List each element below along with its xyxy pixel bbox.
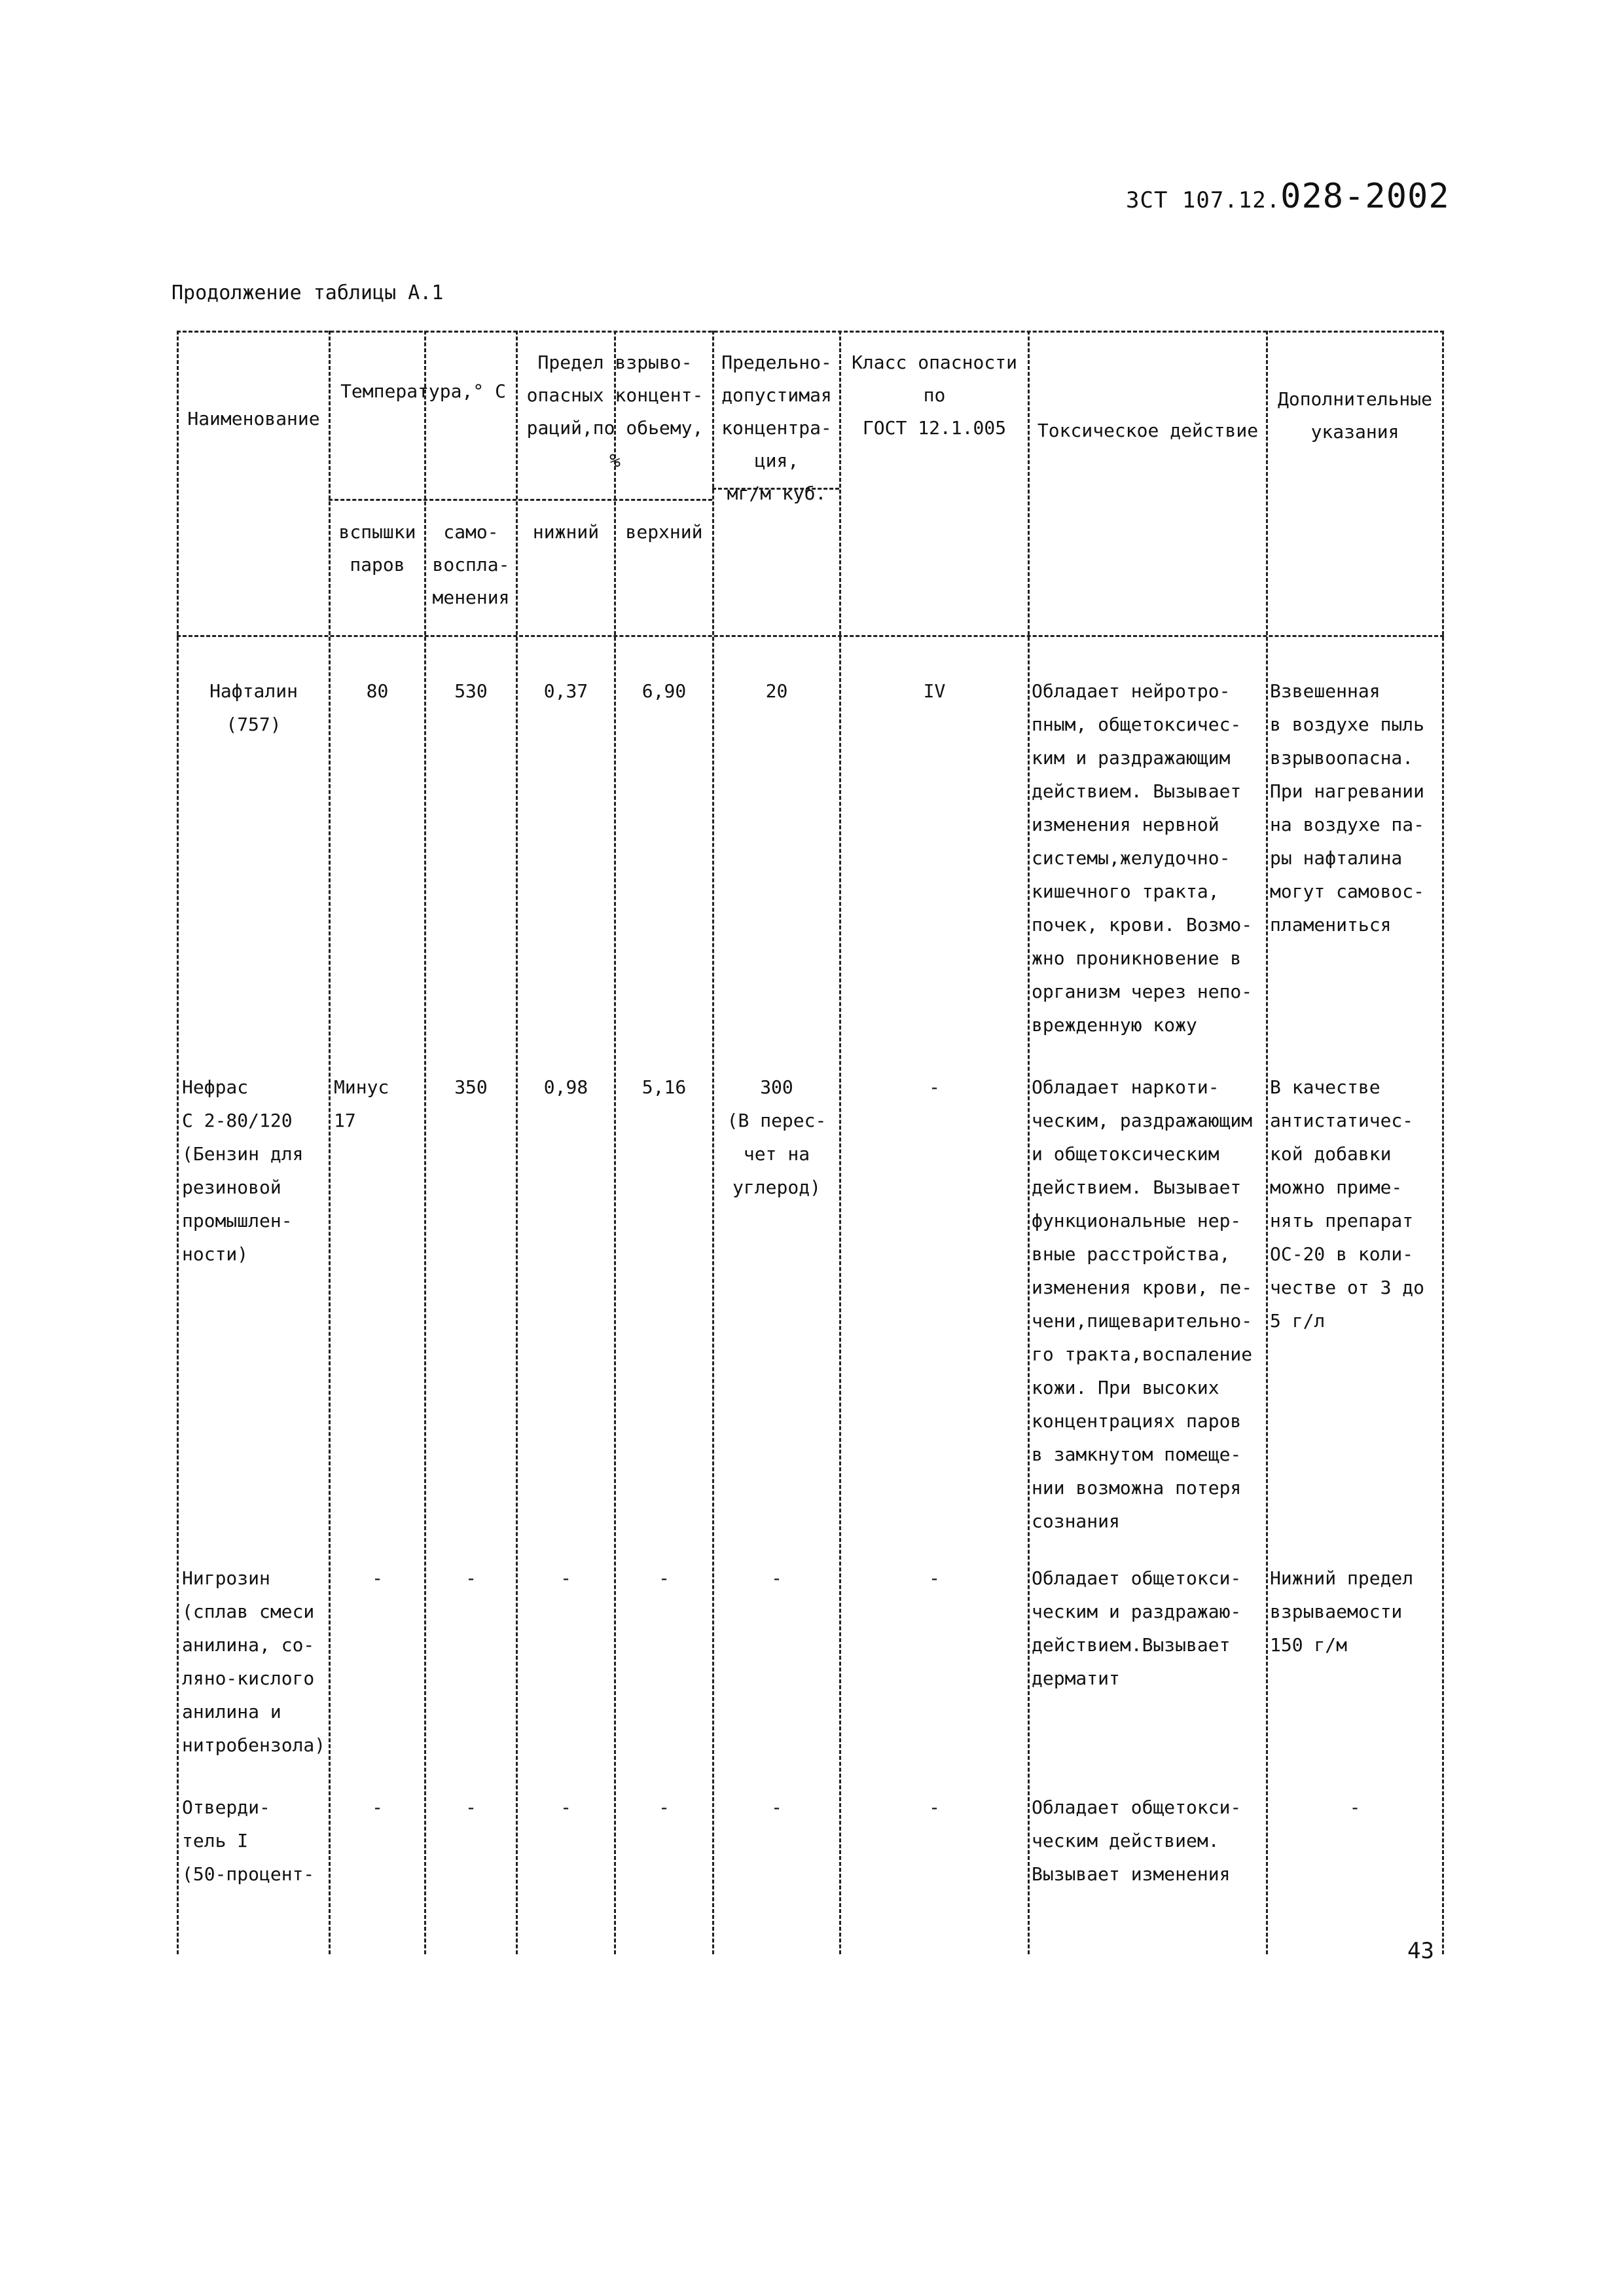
header-temp-flash: вспышки паров xyxy=(338,521,416,575)
row2-notes: В качестве антистатичес- кой добавки можно приме- нять препарат ОС-20 в коли- честве от 3 до 5 г/л xyxy=(1270,1076,1425,1332)
column-border xyxy=(1266,331,1268,1954)
row4-upper: - xyxy=(659,1796,670,1818)
row4-toxic-effect: Обладает общетокси- ческим действием. Вызывает изменения xyxy=(1032,1796,1242,1885)
row1-toxic-effect: Обладает нейротро- пным, общетоксичес- ким и раздражающим действием. Вызывает изменения нервной системы,желудочно- кишечного тракта, почек, крови. Возмо- жно проникновение в организм через непо- врежденную кожу xyxy=(1032,680,1253,1036)
row4-flash: - xyxy=(372,1796,383,1818)
row1-hazard-class: IV xyxy=(923,680,946,702)
row2-name: Нефрас С 2-80/120 (Бензин для резиновой промышлен- ности) xyxy=(182,1076,304,1265)
row3-notes: Нижний предел взрываемости 150 г/м xyxy=(1270,1567,1414,1656)
row2-toxic-effect: Обладает наркоти- ческим, раздражающим и общетоксическим действием. Вызывает функциональные нер- вные расстройства, изменения крови, пе- чени,пищеварительно- го тракта,воспаление кожи. При высоких концентрациях паров в замкнутом помеще- нии возможна потеря сознания xyxy=(1032,1076,1253,1532)
header-toxic-effect: Токсическое действие xyxy=(1037,420,1259,441)
hazard-table xyxy=(177,331,1444,1954)
row3-upper: - xyxy=(659,1567,670,1589)
column-border xyxy=(614,331,616,1954)
document-code-prefix: ЗСТ 107.12. xyxy=(1126,187,1281,213)
header-temperature: Температура,° С xyxy=(340,380,506,402)
row3-lower: - xyxy=(560,1567,571,1589)
row3-name: Нигрозин (сплав смеси анилина, со- ляно-кислого анилина и нитробензола) xyxy=(182,1567,326,1756)
table-top-border xyxy=(177,331,1444,333)
row2-upper: 5,16 xyxy=(641,1076,687,1098)
row3-flash: - xyxy=(372,1567,383,1589)
table-continuation-title: Продолжение таблицы А.1 xyxy=(171,282,444,304)
header-explosion-limit: Предел взрыво- опасных концент- раций,по обьему, % xyxy=(526,352,704,471)
column-border xyxy=(1028,331,1030,1954)
row1-autoignition: 530 xyxy=(454,680,488,702)
header-additional-notes: Дополнительные указания xyxy=(1277,388,1432,443)
row4-mac: - xyxy=(771,1796,782,1818)
header-upper-limit: верхний xyxy=(625,521,703,543)
page-number: 43 xyxy=(1407,1938,1434,1964)
column-border xyxy=(177,331,179,1954)
row2-hazard-class: - xyxy=(929,1076,940,1098)
row1-mac: 20 xyxy=(765,680,788,702)
row4-notes: - xyxy=(1349,1796,1361,1818)
row4-name: Отверди- тель I (50-процент- xyxy=(182,1796,315,1885)
row4-autoignition: - xyxy=(465,1796,477,1818)
row3-autoignition: - xyxy=(465,1567,477,1589)
row1-lower: 0,37 xyxy=(543,680,588,702)
header-bottom-border xyxy=(177,635,1444,637)
document-code-number: 028-2002 xyxy=(1280,177,1450,216)
row3-mac: - xyxy=(771,1567,782,1589)
row2-mac: 300 (В перес- чет на углерод) xyxy=(727,1076,827,1198)
row1-name: Нафталин (757) xyxy=(209,680,298,735)
row4-lower: - xyxy=(560,1796,571,1818)
row2-autoignition: 350 xyxy=(454,1076,488,1098)
header-subdivider xyxy=(329,499,712,501)
header-lower-limit: нижний xyxy=(532,521,600,543)
header-temp-autoignition: само- воспла- менения xyxy=(432,521,510,608)
header-max-allowable-concentration: Предельно- допустимая концентра- ция, мг/м куб. xyxy=(721,352,832,504)
row2-flash: Минус 17 xyxy=(334,1076,389,1131)
row3-toxic-effect: Обладает общетокси- ческим и раздражаю- действием.Вызывает дерматит xyxy=(1032,1567,1242,1689)
row1-flash: 80 xyxy=(366,680,389,702)
document-code xyxy=(1126,177,1450,216)
row4-hazard-class: - xyxy=(929,1796,940,1818)
row3-hazard-class: - xyxy=(929,1567,940,1589)
row2-lower: 0,98 xyxy=(543,1076,588,1098)
column-border xyxy=(839,331,841,1954)
row1-notes: Взвешенная в воздухе пыль взрывоопасна. При нагревании на воздухе па- ры нафталина могут самовос- пламениться xyxy=(1270,680,1425,936)
row1-upper: 6,90 xyxy=(641,680,687,702)
column-border xyxy=(1442,331,1444,1954)
column-border xyxy=(516,331,518,1954)
header-name: Наименование xyxy=(187,408,320,429)
header-hazard-class: Класс опасности по ГОСТ 12.1.005 xyxy=(852,352,1017,439)
